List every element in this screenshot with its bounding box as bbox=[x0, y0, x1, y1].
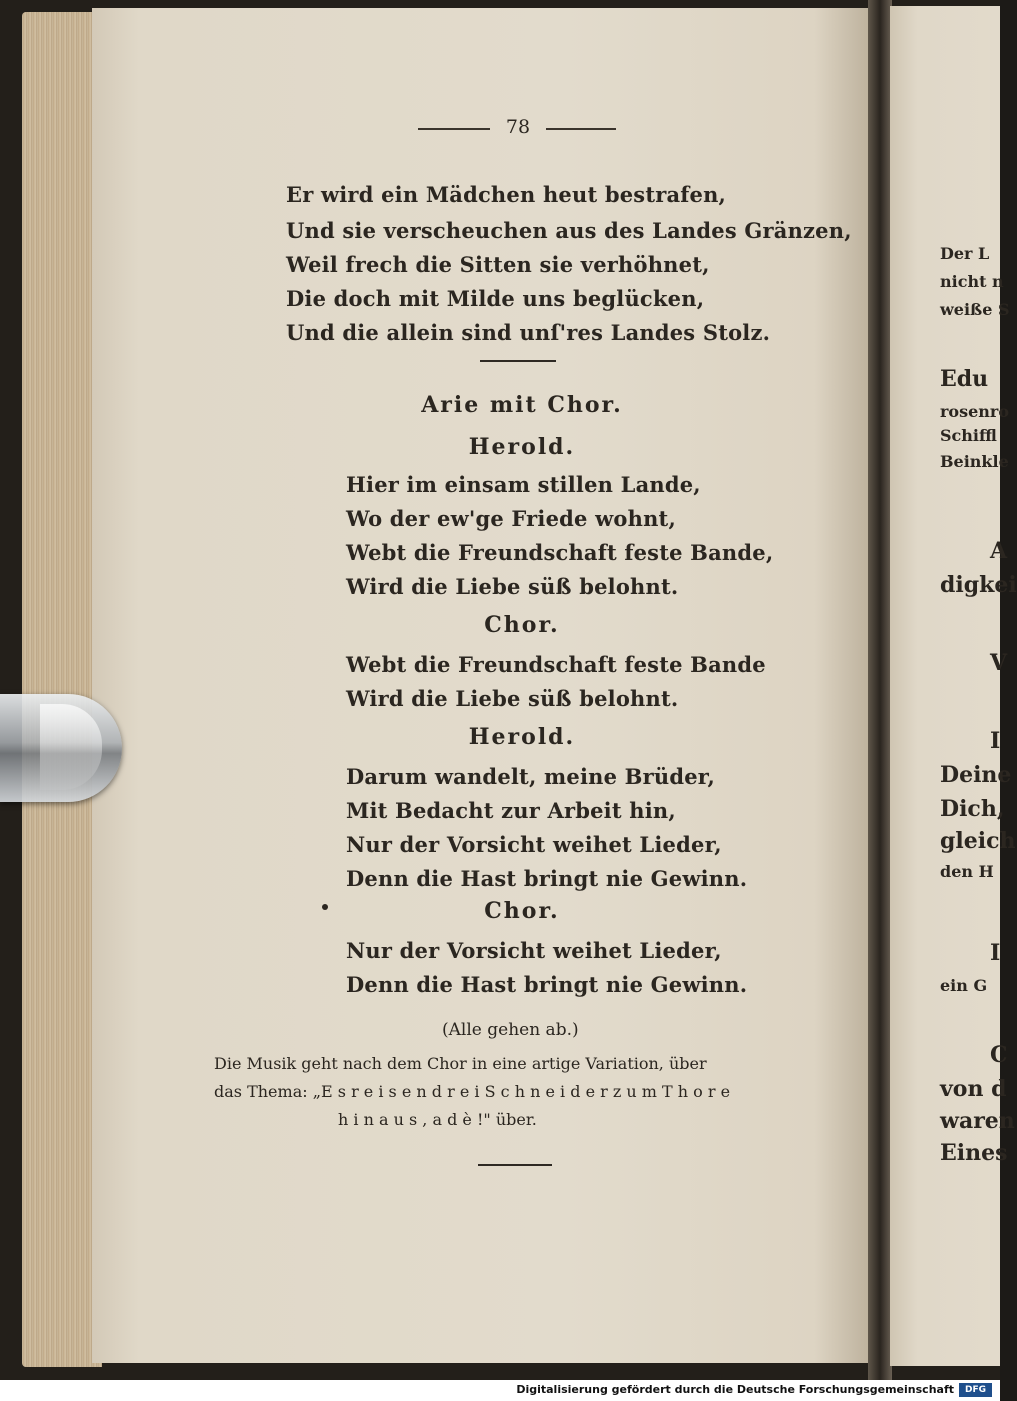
verse-line: Wird die Liebe süß belohnt. bbox=[346, 574, 679, 599]
page-clip bbox=[0, 694, 122, 802]
verse-line: Hier im einsam stillen Lande, bbox=[346, 472, 701, 497]
right-page-fragment: V bbox=[990, 650, 1008, 676]
right-page-fragment: von d bbox=[940, 1076, 1007, 1102]
right-page-fragment: waren bbox=[940, 1108, 1015, 1134]
right-page-fragment: Dich, bbox=[940, 796, 1005, 822]
section-title: Arie mit Chor. bbox=[421, 392, 623, 418]
left-page bbox=[92, 8, 877, 1363]
book-gutter bbox=[868, 0, 892, 1380]
right-page-fragment: C bbox=[990, 1042, 1008, 1068]
right-page-fragment: digkei bbox=[940, 572, 1017, 598]
verse-line: Denn die Hast bringt nie Gewinn. bbox=[346, 972, 748, 997]
stage-direction: (Alle gehen ab.) bbox=[442, 1020, 579, 1040]
verse-line: Er wird ein Mädchen heut bestrafen, bbox=[286, 182, 727, 207]
right-page-fragment: rosenro bbox=[940, 402, 1010, 421]
page-clip-highlight bbox=[40, 704, 102, 790]
right-page-fragment: gleich bbox=[940, 828, 1016, 854]
right-page-fragment: I bbox=[990, 728, 1001, 754]
verse-line: Und sie verscheuchen aus des Landes Gränzen, bbox=[286, 218, 852, 243]
section-rule bbox=[480, 360, 556, 362]
right-page-fragment: nicht n bbox=[940, 272, 1004, 291]
right-page-fragment: Deine bbox=[940, 762, 1012, 788]
right-page-fragment: den H bbox=[940, 862, 994, 881]
footer-credit: Digitalisierung gefördert durch die Deutsche Forschungsgemeinschaft bbox=[516, 1383, 954, 1396]
right-page-fragment: A bbox=[990, 538, 1008, 564]
speaker-heading-herold: Herold. bbox=[468, 434, 576, 460]
verse-line: Und die allein sind unſ'res Landes Stolz. bbox=[286, 320, 771, 345]
speaker-heading-herold: Herold. bbox=[468, 724, 576, 750]
page-number: 78 bbox=[505, 116, 531, 138]
verse-line: Webt die Freundschaft feste Bande, bbox=[346, 540, 774, 565]
right-page-fragment: Beinkle bbox=[940, 452, 1009, 471]
verse-line: Wo der ew'ge Friede wohnt, bbox=[346, 506, 676, 531]
end-rule bbox=[478, 1164, 552, 1166]
verse-line: Wird die Liebe süß belohnt. bbox=[346, 686, 679, 711]
speaker-heading-chor: Chor. bbox=[484, 612, 560, 638]
right-page bbox=[890, 6, 1017, 1366]
verse-line: Darum wandelt, meine Brüder, bbox=[346, 764, 716, 789]
page-number-dash-right bbox=[546, 128, 616, 130]
footer-bar bbox=[0, 1380, 1000, 1401]
right-page-fragment: Schiffl bbox=[940, 426, 997, 445]
right-page-fragment: ein G bbox=[940, 976, 988, 995]
right-page-fragment: Der L bbox=[940, 244, 990, 263]
music-note-line: h i n a u s , a d è !" über. bbox=[338, 1110, 537, 1129]
music-note-line: das Thema: „E s r e i s e n d r e i S c h n e i d e r z u m T h o r e bbox=[214, 1082, 731, 1101]
verse-line: Webt die Freundschaft feste Bande bbox=[346, 652, 766, 677]
verse-line: Weil frech die Sitten sie verhöhnet, bbox=[286, 252, 710, 277]
music-note-line: Die Musik geht nach dem Chor in eine artige Variation, über bbox=[214, 1054, 707, 1073]
verse-line: Denn die Hast bringt nie Gewinn. bbox=[346, 866, 748, 891]
right-page-fragment: Edu bbox=[940, 366, 989, 392]
page-edges bbox=[22, 12, 102, 1367]
right-page-fragment: weiße S bbox=[940, 300, 1010, 319]
dfg-logo-icon: DFG bbox=[959, 1383, 992, 1397]
verse-line: Nur der Vorsicht weihet Lieder, bbox=[346, 832, 722, 857]
speaker-heading-chor: Chor. bbox=[484, 898, 560, 924]
verse-line: Mit Bedacht zur Arbeit hin, bbox=[346, 798, 676, 823]
right-page-fragment: I bbox=[990, 940, 1001, 966]
page-number-header bbox=[418, 116, 618, 140]
verse-line: Die doch mit Milde uns beglücken, bbox=[286, 286, 705, 311]
verse-line: Nur der Vorsicht weihet Lieder, bbox=[346, 938, 722, 963]
right-page-fragment: Eines bbox=[940, 1140, 1008, 1166]
